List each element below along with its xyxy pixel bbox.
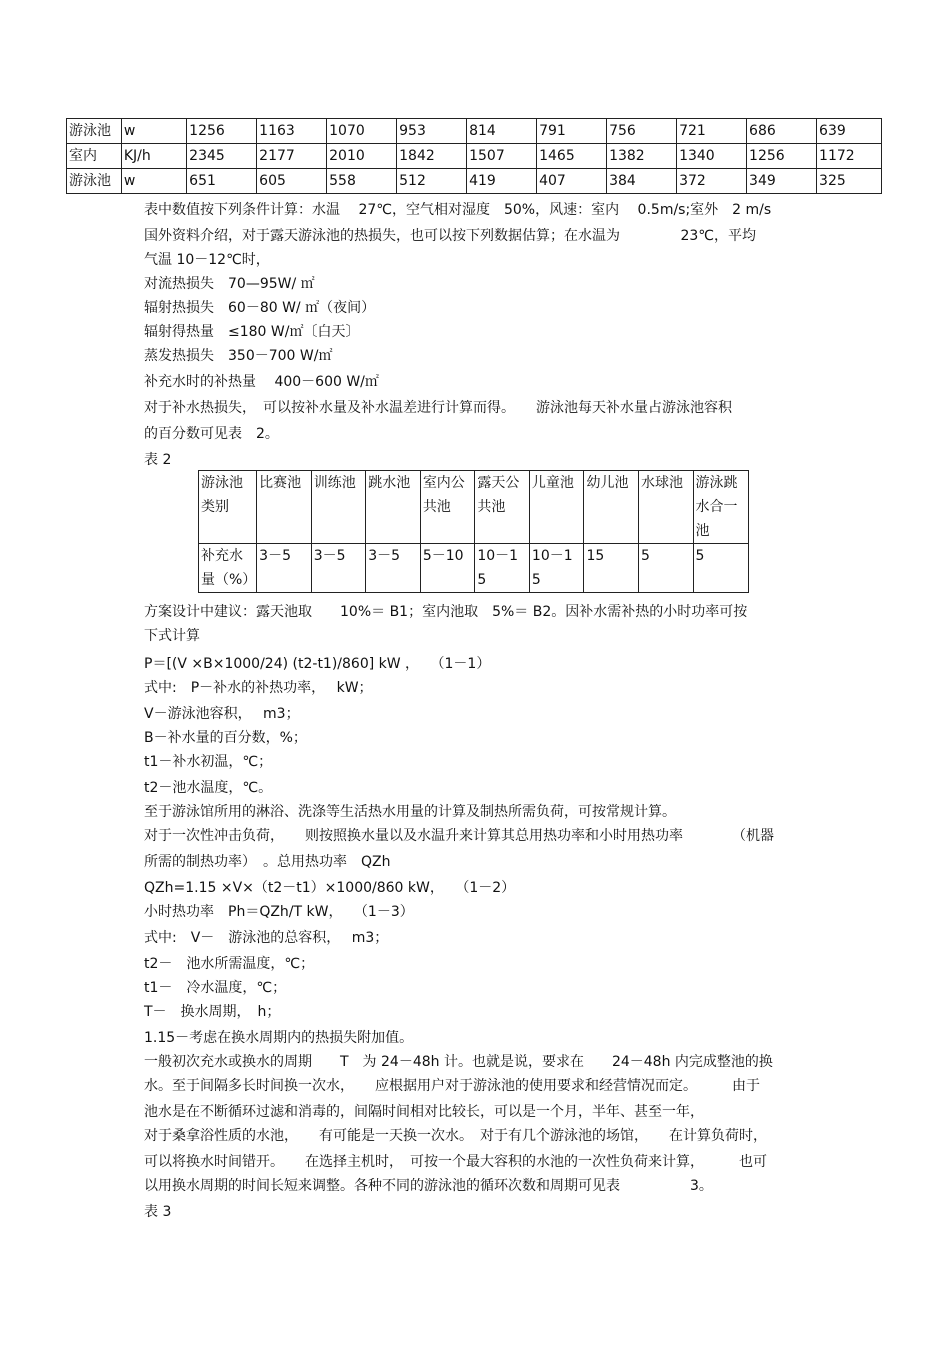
text-line: QZh=1.15 ×V×（t2－t1）×1000/860 kW， （1－2） <box>144 880 516 896</box>
text-line: 对于一次性冲击负荷， 则按照换水量以及水温升来计算其总用热功率和小时用热功率 （机器 <box>144 828 774 844</box>
text-line: 补充水时的补热量 400－600 W/㎡ <box>144 374 379 390</box>
text-line: 表 3 <box>144 1204 172 1220</box>
table-cell: 1382 <box>607 144 677 169</box>
table-cell: 10－15 <box>529 544 584 593</box>
table-cell: 2010 <box>327 144 397 169</box>
table-header-cell: 游泳池类别 <box>199 471 257 544</box>
text-line: 气温 10－12℃时， <box>144 252 270 268</box>
text-line: 可以将换水时间错开。 在选择主机时， 可按一个最大容积的水池的一次性负荷来计算， 也可 <box>144 1154 767 1170</box>
table-cell: 1507 <box>467 144 537 169</box>
table-header-cell: 儿童池 <box>529 471 584 544</box>
table-cell: 5 <box>639 544 694 593</box>
text-line: V－游泳池容积， m3； <box>144 706 300 722</box>
table-cell: 室内 <box>67 144 122 169</box>
text-line: 对流热损失 70—95W/ ㎡ <box>144 276 315 292</box>
text-line: 表 2 <box>144 452 172 468</box>
text-line: 池水是在不断循环过滤和消毒的，间隔时间相对比较长，可以是一个月，半年、甚至一年， <box>144 1104 704 1120</box>
table-cell: 953 <box>397 119 467 144</box>
text-line: t1－ 冷水温度，℃； <box>144 980 287 996</box>
table-cell: KJ/h <box>121 144 186 169</box>
table-cell: 384 <box>607 169 677 194</box>
table-cell: 3－5 <box>257 544 312 593</box>
makeup-water-table <box>198 470 749 593</box>
table-cell: 756 <box>607 119 677 144</box>
table-cell: 512 <box>397 169 467 194</box>
table-header-row <box>199 471 749 544</box>
table-cell: 3－5 <box>366 544 421 593</box>
table-cell: 2345 <box>187 144 257 169</box>
text-line: T－ 换水周期， h； <box>144 1004 281 1020</box>
table-cell: 407 <box>537 169 607 194</box>
table-header-cell: 室内公共池 <box>420 471 475 544</box>
text-line: 式中: P－补水的补热功率， kW； <box>144 680 373 696</box>
text-line: 一般初次充水或换水的周期 T 为 24－48h 计。也就是说，要求在 24－48h 内完成整池的换 <box>144 1054 773 1070</box>
text-line: 下式计算 <box>144 628 200 644</box>
text-line: 辐射热损失 60－80 W/ ㎡（夜间） <box>144 300 376 316</box>
table-cell: 639 <box>817 119 882 144</box>
text-line: 1.15－考虑在换水周期内的热损失附加值。 <box>144 1030 414 1046</box>
table-cell: 372 <box>677 169 747 194</box>
table-cell: 1172 <box>817 144 882 169</box>
table-cell: 1842 <box>397 144 467 169</box>
table-cell: 3－5 <box>311 544 366 593</box>
text-line: 对于补水热损失， 可以按补水量及补水温差进行计算而得。 游泳池每天补水量占游泳池容积 <box>144 400 732 416</box>
text-line: 式中: V－ 游泳池的总容积， m3； <box>144 930 389 946</box>
text-line: 以用换水周期的时间长短来调整。各种不同的游泳池的循环次数和周期可见表 3。 <box>144 1178 713 1194</box>
text-line: 方案设计中建议：露天池取 10%＝ B1；室内池取 5%＝ B2。因补水需补热的小时功率可按 <box>144 604 748 620</box>
table-cell: 605 <box>257 169 327 194</box>
table-cell: 721 <box>677 119 747 144</box>
table-header-cell: 水球池 <box>639 471 694 544</box>
text-line: t1－补水初温，℃； <box>144 754 273 770</box>
table-cell: 791 <box>537 119 607 144</box>
text-line: 辐射得热量 ≤180 W/㎡〔白天〕 <box>144 324 360 340</box>
table-cell: 5－10 <box>420 544 475 593</box>
table-cell: 651 <box>187 169 257 194</box>
table-cell: 游泳池 <box>67 169 122 194</box>
text-line: t2－ 池水所需温度，℃； <box>144 956 315 972</box>
text-line: 小时热功率 Ph＝QZh/T kW， （1－3） <box>144 904 414 920</box>
table-row <box>67 119 882 144</box>
text-line: 的百分数可见表 2。 <box>144 426 279 442</box>
table-cell: 349 <box>747 169 817 194</box>
table-cell: 5 <box>693 544 748 593</box>
table-cell: 1163 <box>257 119 327 144</box>
table-header-cell: 跳水池 <box>366 471 421 544</box>
text-line: 蒸发热损失 350－700 W/㎡ <box>144 348 333 364</box>
text-line: 所需的制热功率） 。总用热功率 QZh <box>144 854 391 870</box>
text-line: t2－池水温度，℃。 <box>144 780 273 796</box>
table-cell: w <box>121 119 186 144</box>
table-cell: 1340 <box>677 144 747 169</box>
table-cell: 2177 <box>257 144 327 169</box>
table-row <box>199 544 749 593</box>
table-cell: 419 <box>467 169 537 194</box>
table-cell: w <box>121 169 186 194</box>
table-cell: 1256 <box>187 119 257 144</box>
table-header-cell: 比赛池 <box>257 471 312 544</box>
text-line: 水。至于间隔多长时间换一次水， 应根据用户对于游泳池的使用要求和经营情况而定。 由于 <box>144 1078 760 1094</box>
table-cell: 1070 <box>327 119 397 144</box>
table-row <box>67 169 882 194</box>
text-line: 对于桑拿浴性质的水池， 有可能是一天换一次水。 对于有几个游泳池的场馆， 在计算负荷时， <box>144 1128 767 1144</box>
heat-loss-table <box>66 118 882 194</box>
table-cell: 814 <box>467 119 537 144</box>
text-line: B－补水量的百分数，%； <box>144 730 307 746</box>
table-cell: 游泳池 <box>67 119 122 144</box>
text-line: 至于游泳馆所用的淋浴、洗涤等生活热水用量的计算及制热所需负荷，可按常规计算。 <box>144 804 676 820</box>
table-header-cell: 幼儿池 <box>584 471 639 544</box>
table-cell: 1256 <box>747 144 817 169</box>
text-line: P＝[(V ×B×1000/24) (t2-t1)/860] kW ， （1－1） <box>144 656 491 672</box>
table-cell: 686 <box>747 119 817 144</box>
text-line: 国外资料介绍，对于露天游泳池的热损失，也可以按下列数据估算；在水温为 23℃，平均 <box>144 228 756 244</box>
table-header-cell: 训练池 <box>311 471 366 544</box>
table-header-cell: 游泳跳水合一池 <box>693 471 748 544</box>
table-cell: 558 <box>327 169 397 194</box>
text-line: 表中数值按下列条件计算：水温 27℃，空气相对湿度 50%，风速：室内 0.5m/s;室外 2 m/s <box>144 202 772 218</box>
table-cell: 1465 <box>537 144 607 169</box>
table-header-cell: 露天公共池 <box>475 471 530 544</box>
table-cell: 补充水量（%） <box>199 544 257 593</box>
table-cell: 10－15 <box>475 544 530 593</box>
table-cell: 325 <box>817 169 882 194</box>
table-cell: 15 <box>584 544 639 593</box>
table-row <box>67 144 882 169</box>
